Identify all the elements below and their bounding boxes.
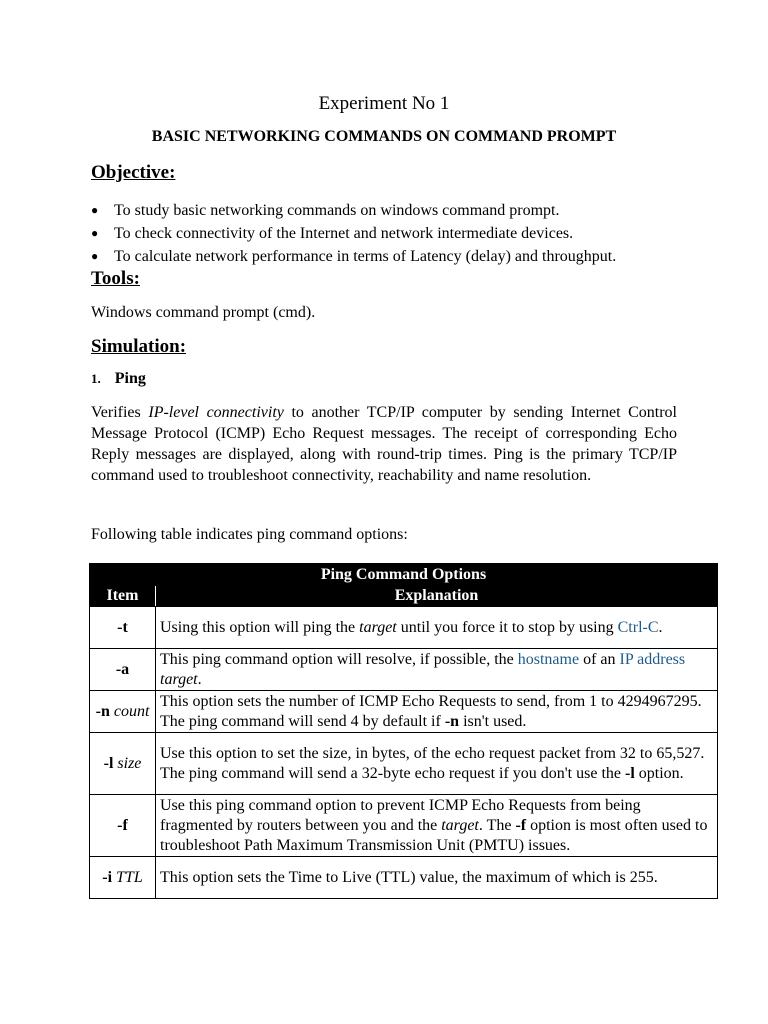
objective-heading: Objective: bbox=[91, 162, 176, 183]
option-explanation: This option sets the number of ICMP Echo Requests to send, from 1 to 4294967295. The ping command will send 4 by default if -n isn't used. bbox=[156, 691, 718, 733]
table-row bbox=[90, 649, 718, 691]
list-item: ● To calculate network performance in terms of Latency (delay) and throughput. bbox=[91, 245, 711, 268]
column-header-item: Item bbox=[90, 586, 156, 607]
option-explanation: This ping command option will resolve, if possible, the hostname of an IP address target. bbox=[156, 649, 718, 691]
option-item: -a bbox=[90, 649, 156, 691]
option-explanation: This option sets the Time to Live (TTL) value, the maximum of which is 255. bbox=[156, 857, 718, 899]
ping-description: Verifies IP-level connectivity to another TCP/IP computer by sending Internet Control Message Protocol (ICMP) Echo Request messages. The receipt of corresponding Echo Reply messages are displayed, along with round-trip times. Ping is the primary TCP/IP command used to troubleshoot connectivity, reachability and name resolution. bbox=[91, 404, 678, 484]
emphasis-text: IP-level connectivity bbox=[148, 404, 284, 421]
ping-options-table bbox=[89, 563, 718, 899]
option-item: -f bbox=[90, 795, 156, 857]
objective-list bbox=[91, 199, 711, 268]
document-title: BASIC NETWORKING COMMANDS ON COMMAND PROMPT bbox=[151, 128, 617, 145]
table-row bbox=[90, 733, 718, 795]
option-item: -n count bbox=[90, 691, 156, 733]
table-caption-row bbox=[90, 564, 718, 586]
column-header-explanation: Explanation bbox=[156, 586, 718, 607]
list-item: ● To study basic networking commands on windows command prompt. bbox=[91, 199, 711, 222]
tools-heading: Tools: bbox=[91, 268, 140, 289]
table-intro: Following table indicates ping command options: bbox=[91, 526, 408, 543]
bullet-icon: ● bbox=[91, 249, 99, 263]
ping-heading bbox=[91, 370, 146, 388]
ping-number: 1. bbox=[91, 371, 101, 386]
simulation-heading: Simulation: bbox=[91, 336, 187, 357]
table-caption: Ping Command Options bbox=[90, 564, 718, 586]
bullet-icon: ● bbox=[91, 203, 99, 217]
ip-address-link[interactable]: IP address bbox=[619, 650, 686, 668]
option-item: -i TTL bbox=[90, 857, 156, 899]
table-header-row bbox=[90, 586, 718, 607]
table-row bbox=[90, 607, 718, 649]
hostname-link[interactable]: hostname bbox=[517, 650, 580, 668]
table-row bbox=[90, 857, 718, 899]
tools-text: Windows command prompt (cmd). bbox=[91, 304, 316, 321]
option-explanation: Use this ping command option to prevent ICMP Echo Requests from being fragmented by routers between you and the target. The -f option is most often used to troubleshoot Path Maximum Transmission Unit (PMTU) issues. bbox=[156, 795, 718, 857]
option-item: -l size bbox=[90, 733, 156, 795]
option-explanation: Using this option will ping the target until you force it to stop by using Ctrl-C. bbox=[156, 607, 718, 649]
table-row bbox=[90, 795, 718, 857]
ctrl-c-link[interactable]: Ctrl-C bbox=[617, 618, 659, 636]
ping-title: Ping bbox=[114, 370, 146, 387]
experiment-number: Experiment No 1 bbox=[318, 93, 450, 114]
option-item: -t bbox=[90, 607, 156, 649]
option-explanation: Use this option to set the size, in bytes, of the echo request packet from 32 to 65,527. The ping command will send a 32-byte echo request if you don't use the -l option. bbox=[156, 733, 718, 795]
table-row bbox=[90, 691, 718, 733]
list-item: ● To check connectivity of the Internet and network intermediate devices. bbox=[91, 222, 711, 245]
bullet-icon: ● bbox=[91, 226, 99, 240]
